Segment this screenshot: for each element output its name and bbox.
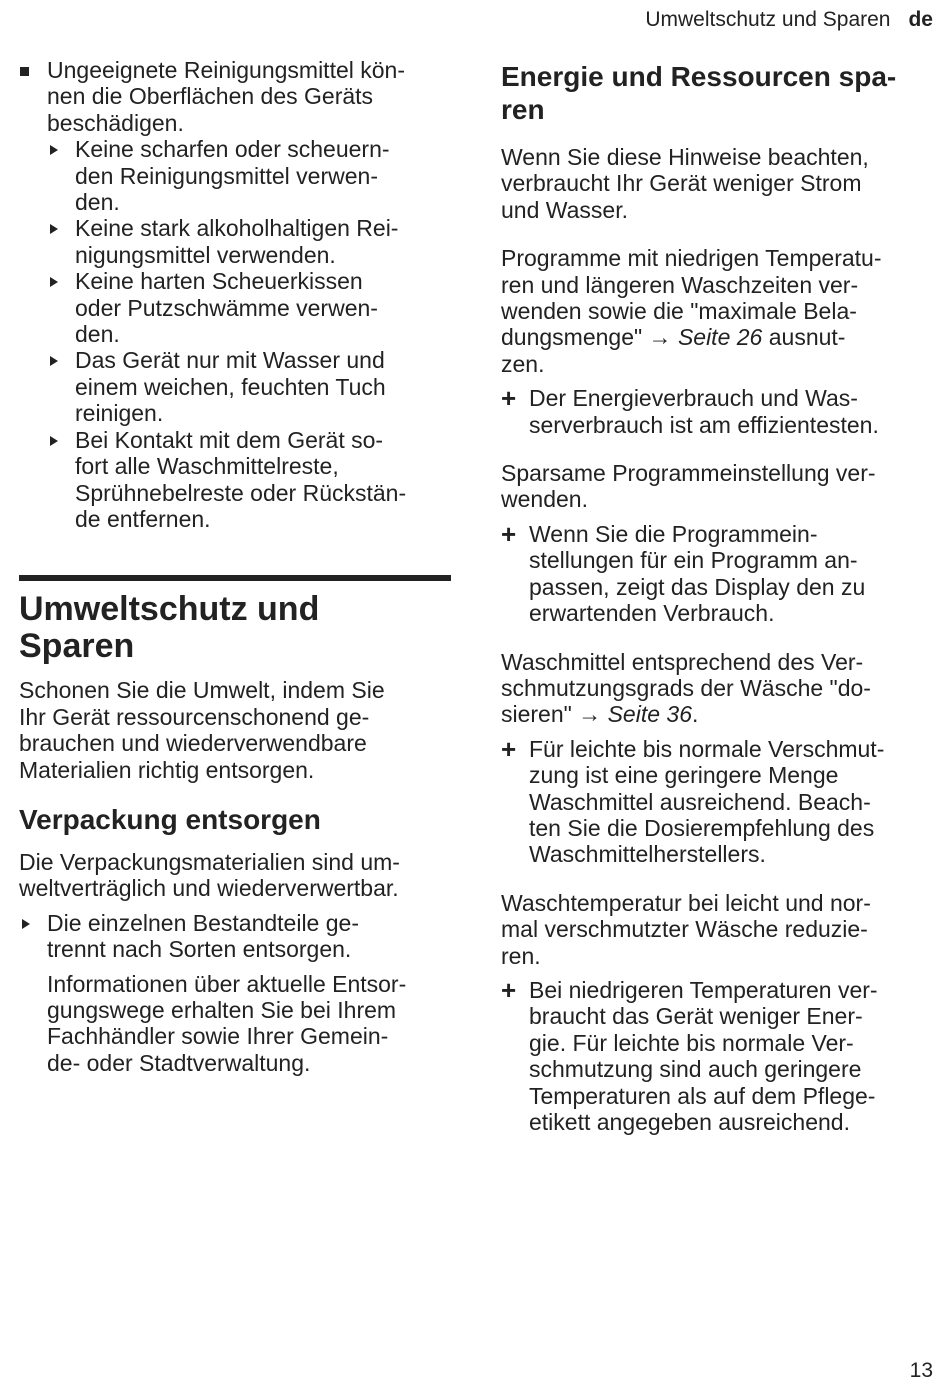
subsection-title: Verpackung entsorgen xyxy=(19,803,321,835)
text-line: einem weichen, feuchten Tuch xyxy=(75,373,386,400)
text-line: nigungsmittel verwenden. xyxy=(75,241,336,268)
text-line: Wenn Sie diese Hinweise beachten, xyxy=(501,144,869,170)
text-line: weltverträglich und wiederverwertbar. xyxy=(19,875,399,902)
left-column xyxy=(19,57,451,1076)
text-line: Programme mit niedrigen Temperatu- xyxy=(501,245,882,272)
tip-paragraph xyxy=(501,245,933,377)
text-line: Sprühnebelreste oder Rückstän- xyxy=(75,479,407,506)
text-line: zen. xyxy=(501,350,545,377)
text-fragment: ausnut- xyxy=(762,324,846,351)
text-line: Waschmittel entsprechend des Ver- xyxy=(501,648,864,675)
page-reference-link[interactable]: Seite 36 xyxy=(607,701,692,728)
text-line: nen die Oberflächen des Geräts xyxy=(47,83,374,110)
text-line: den. xyxy=(75,189,120,216)
text-line: wenden. xyxy=(501,486,588,513)
title-line: Umweltschutz und xyxy=(19,590,320,629)
text-line: erwartenden Verbrauch. xyxy=(529,600,775,627)
text-line: gie. Für leichte bis normale Ver- xyxy=(529,1029,854,1056)
text-line: gungswege erhalten Sie bei Ihrem xyxy=(47,996,397,1023)
subsection-intro xyxy=(19,849,451,902)
text-line: Waschmittelherstellers. xyxy=(529,841,766,868)
text-line: schmutzungsgrads der Wäsche "do- xyxy=(501,674,871,701)
action-item xyxy=(47,427,451,533)
result-item xyxy=(501,385,933,438)
text-line: etikett angegeben ausreichend. xyxy=(529,1109,850,1135)
square-bullet-icon xyxy=(20,67,29,76)
plus-icon: + xyxy=(501,974,517,1005)
arrow-right-icon: → xyxy=(648,324,672,351)
text-line: ren und längeren Waschzeiten ver- xyxy=(501,271,859,298)
running-header xyxy=(645,8,933,32)
text-line: Ungeeignete Reinigungsmittel kön- xyxy=(47,57,405,83)
text-line: Bei Kontakt mit dem Gerät so- xyxy=(75,426,384,453)
action-item xyxy=(47,268,451,347)
text-line: Die einzelnen Bestandteile ge- xyxy=(47,909,359,936)
text-line: und Wasser. xyxy=(501,196,628,223)
title-line: Energie und Ressourcen spa- xyxy=(501,61,897,92)
triangle-bullet-icon xyxy=(50,145,58,155)
text-line: schmutzung sind auch geringere xyxy=(529,1056,862,1083)
text-line: wenden sowie die "maximale Bela- xyxy=(501,298,857,325)
section-title xyxy=(19,591,451,665)
text-line: Für leichte bis normale Verschmut- xyxy=(529,735,885,762)
text-line: stellungen für ein Programm an- xyxy=(529,547,858,574)
text-line: Die Verpackungsmaterialien sind um- xyxy=(19,848,400,875)
section-divider xyxy=(19,575,451,581)
tip-paragraph xyxy=(501,890,933,969)
text-line: zung ist eine geringere Menge xyxy=(529,762,839,789)
warning-item xyxy=(19,57,451,136)
result-item xyxy=(501,974,933,1135)
text-line: Keine scharfen oder scheuern- xyxy=(75,136,390,163)
title-line: ren xyxy=(501,94,545,125)
tip-paragraph xyxy=(501,649,933,728)
text-line: Schonen Sie die Umwelt, indem Sie xyxy=(19,677,385,704)
title-line: Sparen xyxy=(19,627,135,666)
subsection-intro xyxy=(501,144,933,223)
triangle-bullet-icon xyxy=(50,436,58,446)
section-intro xyxy=(19,677,451,783)
plus-icon: + xyxy=(501,733,517,764)
text-line: Fachhändler sowie Ihrer Gemein- xyxy=(47,1023,389,1050)
result-item xyxy=(501,733,933,868)
text-line: Ihr Gerät ressourcenschonend ge- xyxy=(19,703,370,730)
text-line: Bei niedrigeren Temperaturen ver- xyxy=(529,976,878,1003)
text-line: ten Sie die Dosierempfehlung des xyxy=(529,814,875,841)
page-number: 13 xyxy=(909,1359,933,1382)
triangle-bullet-icon xyxy=(22,919,30,929)
text-line: trennt nach Sorten entsorgen. xyxy=(47,936,352,963)
plus-icon: + xyxy=(501,518,517,549)
text-line: Keine stark alkoholhaltigen Rei- xyxy=(75,215,399,242)
action-item xyxy=(47,136,451,215)
text-line: de- oder Stadtverwaltung. xyxy=(47,1049,311,1076)
text-fragment: dungsmenge" xyxy=(501,324,649,351)
text-fragment: . xyxy=(692,701,699,728)
text-line: mal verschmutzter Wäsche reduzie- xyxy=(501,916,868,943)
text-fragment: sieren" xyxy=(501,701,579,728)
text-line: den. xyxy=(75,321,120,348)
triangle-bullet-icon xyxy=(50,224,58,234)
arrow-right-icon: → xyxy=(578,701,602,728)
action-list xyxy=(19,136,451,532)
text-line: Der Energieverbrauch und Was- xyxy=(529,385,858,412)
subsection-title xyxy=(501,60,933,126)
right-column xyxy=(501,57,933,1135)
text-line: Keine harten Scheuerkissen xyxy=(75,268,363,295)
text-line: Das Gerät nur mit Wasser und xyxy=(75,347,385,374)
triangle-bullet-icon xyxy=(50,356,58,366)
text-line: Waschmittel ausreichend. Beach- xyxy=(529,788,871,815)
header-language-code: de xyxy=(908,8,933,31)
action-item xyxy=(47,215,451,268)
text-line: serverbrauch ist am effizientesten. xyxy=(529,411,879,438)
text-line: Waschtemperatur bei leicht und nor- xyxy=(501,889,871,916)
triangle-bullet-icon xyxy=(50,277,58,287)
text-line: Informationen über aktuelle Entsor- xyxy=(47,970,407,997)
text-line: brauchen und wiederverwendbare xyxy=(19,730,367,757)
action-item xyxy=(47,347,451,426)
result-item xyxy=(501,518,933,627)
text-line: de entfernen. xyxy=(75,505,211,532)
header-section-title: Umweltschutz und Sparen xyxy=(645,8,891,31)
text-line xyxy=(501,701,933,727)
text-line: beschädigen. xyxy=(47,109,184,136)
text-line: oder Putzschwämme verwen- xyxy=(75,294,378,321)
text-line: ren. xyxy=(501,942,541,969)
text-line: Temperaturen als auf dem Pflege- xyxy=(529,1082,876,1109)
text-line: Materialien richtig entsorgen. xyxy=(19,756,315,783)
page-reference-link[interactable]: Seite 26 xyxy=(677,324,763,351)
text-line: Sparsame Programmeinstellung ver- xyxy=(501,460,876,487)
text-line: Wenn Sie die Programmein- xyxy=(529,520,818,547)
text-line: braucht das Gerät weniger Ener- xyxy=(529,1003,863,1030)
text-line: passen, zeigt das Display den zu xyxy=(529,573,866,600)
tip-paragraph xyxy=(501,460,933,513)
action-item xyxy=(19,910,451,1076)
plus-icon: + xyxy=(501,383,517,414)
text-line: fort alle Waschmittelreste, xyxy=(75,453,339,480)
text-line: verbraucht Ihr Gerät weniger Strom xyxy=(501,170,862,197)
text-line: reinigen. xyxy=(75,400,164,427)
text-line xyxy=(501,324,933,350)
text-line: den Reinigungsmittel verwen- xyxy=(75,162,378,189)
